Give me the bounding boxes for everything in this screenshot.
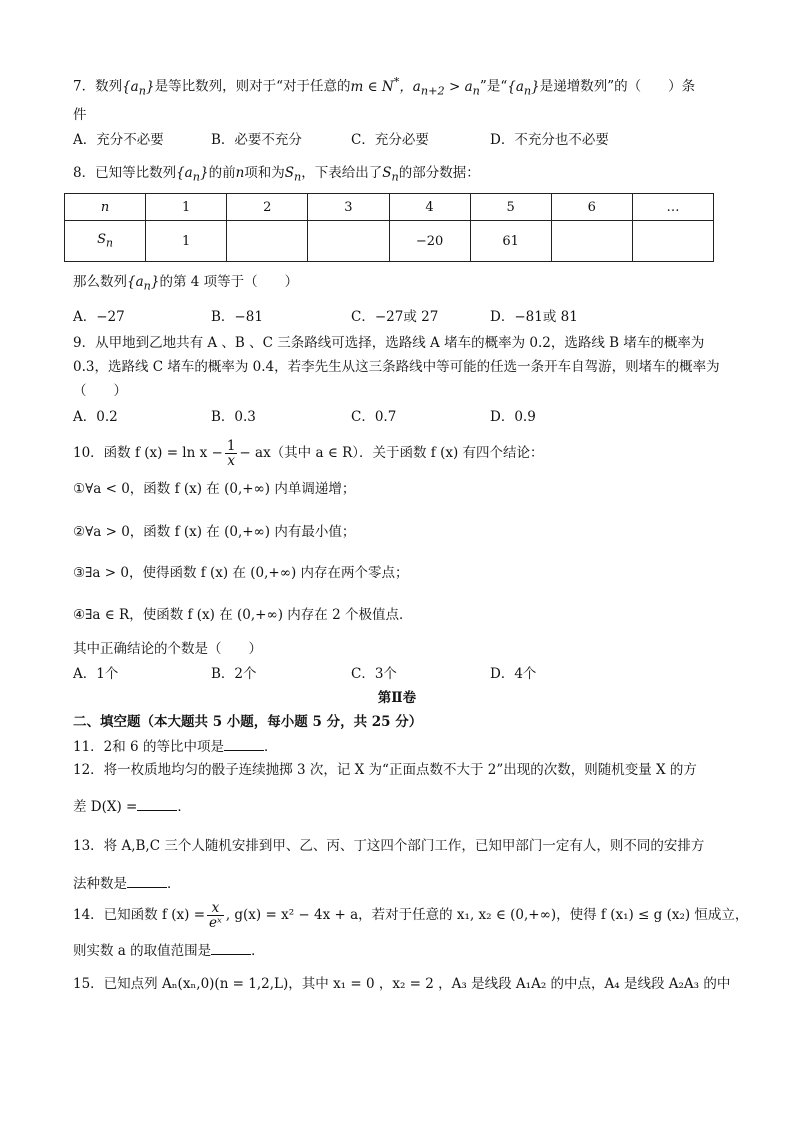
q9-line-2: 0.3，选路线 C 堵车的概率为 0.4，若李先生从这三条路线中等可能的任选一条开车自驾游，则堵车的概率为 [73, 359, 720, 375]
table-cell: 61 [470, 221, 551, 262]
q8-option-d[interactable]: D．−81或 81 [490, 309, 578, 325]
q8-stem: 8．已知等比数列$\{a_n\}$的前n项和为$S_n$，下表给出了$S_n$的部分数据： [73, 165, 480, 184]
q8-seq: $\{a_n\}$ [176, 165, 209, 184]
table-cell: 1 [146, 194, 227, 221]
q9-option-c[interactable]: C．0.7 [351, 409, 397, 425]
q8-option-c[interactable]: C．−27或 27 [351, 309, 439, 325]
q7-stem [73, 72, 695, 101]
q8-seq-2: $\{a_n\}$ [127, 274, 160, 293]
table-cell [551, 221, 632, 262]
q10-fraction: $\frac{1}{x}$ [226, 438, 236, 469]
q7-text-c: ”是“ [479, 78, 508, 95]
q7-seq-2: $\{a_n\}$ [507, 78, 540, 98]
q8-sn: $S_n$ [284, 165, 302, 184]
q10-option-d[interactable]: D．4个 [490, 666, 537, 682]
table-cell: … [632, 194, 713, 221]
table-cell [308, 221, 389, 262]
part-2-title: 第Ⅱ卷 [377, 690, 417, 706]
table-cell: 2 [227, 194, 308, 221]
q13-line-2: 法种数是 ． [73, 873, 181, 894]
q14-answer-blank[interactable] [211, 940, 251, 955]
q12-line-1: 12．将一枚质地均匀的骰子连续抛掷 3 次，记 X 为“正面点数不大于 2”出现的次数，则随机变量 X 的方 [73, 762, 697, 778]
q10-option-b[interactable]: B．2个 [211, 666, 257, 682]
q10-option-a[interactable]: A．1个 [73, 666, 119, 682]
q11-answer-blank[interactable] [224, 736, 264, 751]
q7-option-b[interactable]: B．必要不充分 [211, 132, 302, 148]
q13-answer-blank[interactable] [127, 873, 167, 888]
q7-option-c[interactable]: C．充分必要 [351, 132, 429, 148]
q10-conclusion-4: ④∃a ∈ R，使函数 f (x) 在 (0,+∞) 内存在 2 个极值点． [73, 607, 413, 623]
q10-conclusion-3: ③∃a > 0，使得函数 f (x) 在 (0,+∞) 内存在两个零点； [73, 565, 409, 581]
q15-line-1: 15．已知点列 Aₙ(xₙ,0)(n = 1,2,L)，其中 x₁ = 0 ，x₂ = 2 ，A₃ 是线段 A₁A₂ 的中点，A₄ 是线段 A₂A₃ 的中 [73, 976, 731, 992]
table-cell: 5 [470, 194, 551, 221]
q10-stem: 10．函数 f (x) = ln x − $\frac{1}{x}$ − ax（其中 a ∈ R）．关于函数 f (x) 有四个结论： [73, 438, 544, 469]
q9-option-a[interactable]: A．0.2 [73, 409, 118, 425]
q8-option-a[interactable]: A．−27 [73, 309, 125, 325]
section-heading: 二、填空题（本大题共 5 小题，每小题 5 分，共 25 分） [73, 714, 423, 730]
q14-fraction: $\frac{x}{\text{eˣ}}$ [209, 900, 222, 931]
q11-stem: 11．2和 6 的等比中项是 ． [73, 736, 277, 757]
table-row [65, 221, 714, 262]
q7-text-b: 是等比数列，则对于“对于任意的 [154, 78, 351, 95]
q9-line-1: 9．从甲地到乙地共有 A 、B 、C 三条路线可选择，选路线 A 堵车的概率为 0.2，选路线 B 堵车的概率为 [73, 335, 705, 351]
q8-followup: 那么数列$\{a_n\}$的第 4 项等于（ ） [73, 274, 299, 293]
table-cell: 1 [146, 221, 227, 262]
q8-option-b[interactable]: B．−81 [211, 309, 263, 325]
table-cell [632, 221, 713, 262]
q7-option-a[interactable]: A．充分不必要 [73, 132, 164, 148]
q7-cond: m ∈ N*，$a_{n+2} > a_n$ [350, 75, 480, 98]
q13-line-1: 13．将 A,B,C 三个人随机安排到甲、乙、丙、丁这四个部门工作，已知甲部门一定有人，则不同的安排方 [73, 838, 705, 854]
q12-answer-blank[interactable] [137, 796, 177, 811]
q12-line-2: 差 D(X) = ． [73, 796, 191, 817]
q14-line-2: 则实数 a 的取值范围是 ． [73, 940, 265, 961]
q7-option-d[interactable]: D．不充分也不必要 [490, 132, 609, 148]
table-cell [227, 221, 308, 262]
q9-line-3: （ ） [73, 383, 127, 399]
q10-ask: 其中正确结论的个数是（ ） [73, 641, 262, 657]
q7-text-a: 7．数列 [73, 78, 123, 95]
table-row [65, 194, 714, 221]
q10-conclusion-1: ①∀a < 0，函数 f (x) 在 (0,+∞) 内单调递增； [73, 481, 356, 497]
q8-sn-2: $S_n$ [382, 165, 399, 184]
q9-option-d[interactable]: D．0.9 [490, 409, 536, 425]
table-cell-label: $S_n$ [65, 221, 146, 262]
table-cell: 6 [551, 194, 632, 221]
q9-option-b[interactable]: B．0.3 [211, 409, 256, 425]
table-cell: n [65, 194, 146, 221]
q14-line-1: 14．已知函数 f (x) = $\frac{x}{\text{eˣ}}$ , g(x) = x² − 4x + a，若对于任意的 x₁, x₂ ∈ (0,+∞)，使得 f (x₁) ≤ g (x₂) 恒成立， [73, 900, 749, 931]
q10-option-c[interactable]: C．3个 [351, 666, 397, 682]
table-cell: 4 [389, 194, 470, 221]
q8-data-table [64, 193, 714, 262]
table-cell: −20 [389, 221, 470, 262]
q7-seq: $\{a_n\}$ [122, 78, 155, 98]
q7-text-d: 是递增数列”的（ ）条 [539, 78, 696, 95]
q10-conclusion-2: ②∀a > 0，函数 f (x) 在 (0,+∞) 内有最小值； [73, 524, 356, 540]
q7-continuation: 件 [73, 107, 87, 123]
table-cell: 3 [308, 194, 389, 221]
